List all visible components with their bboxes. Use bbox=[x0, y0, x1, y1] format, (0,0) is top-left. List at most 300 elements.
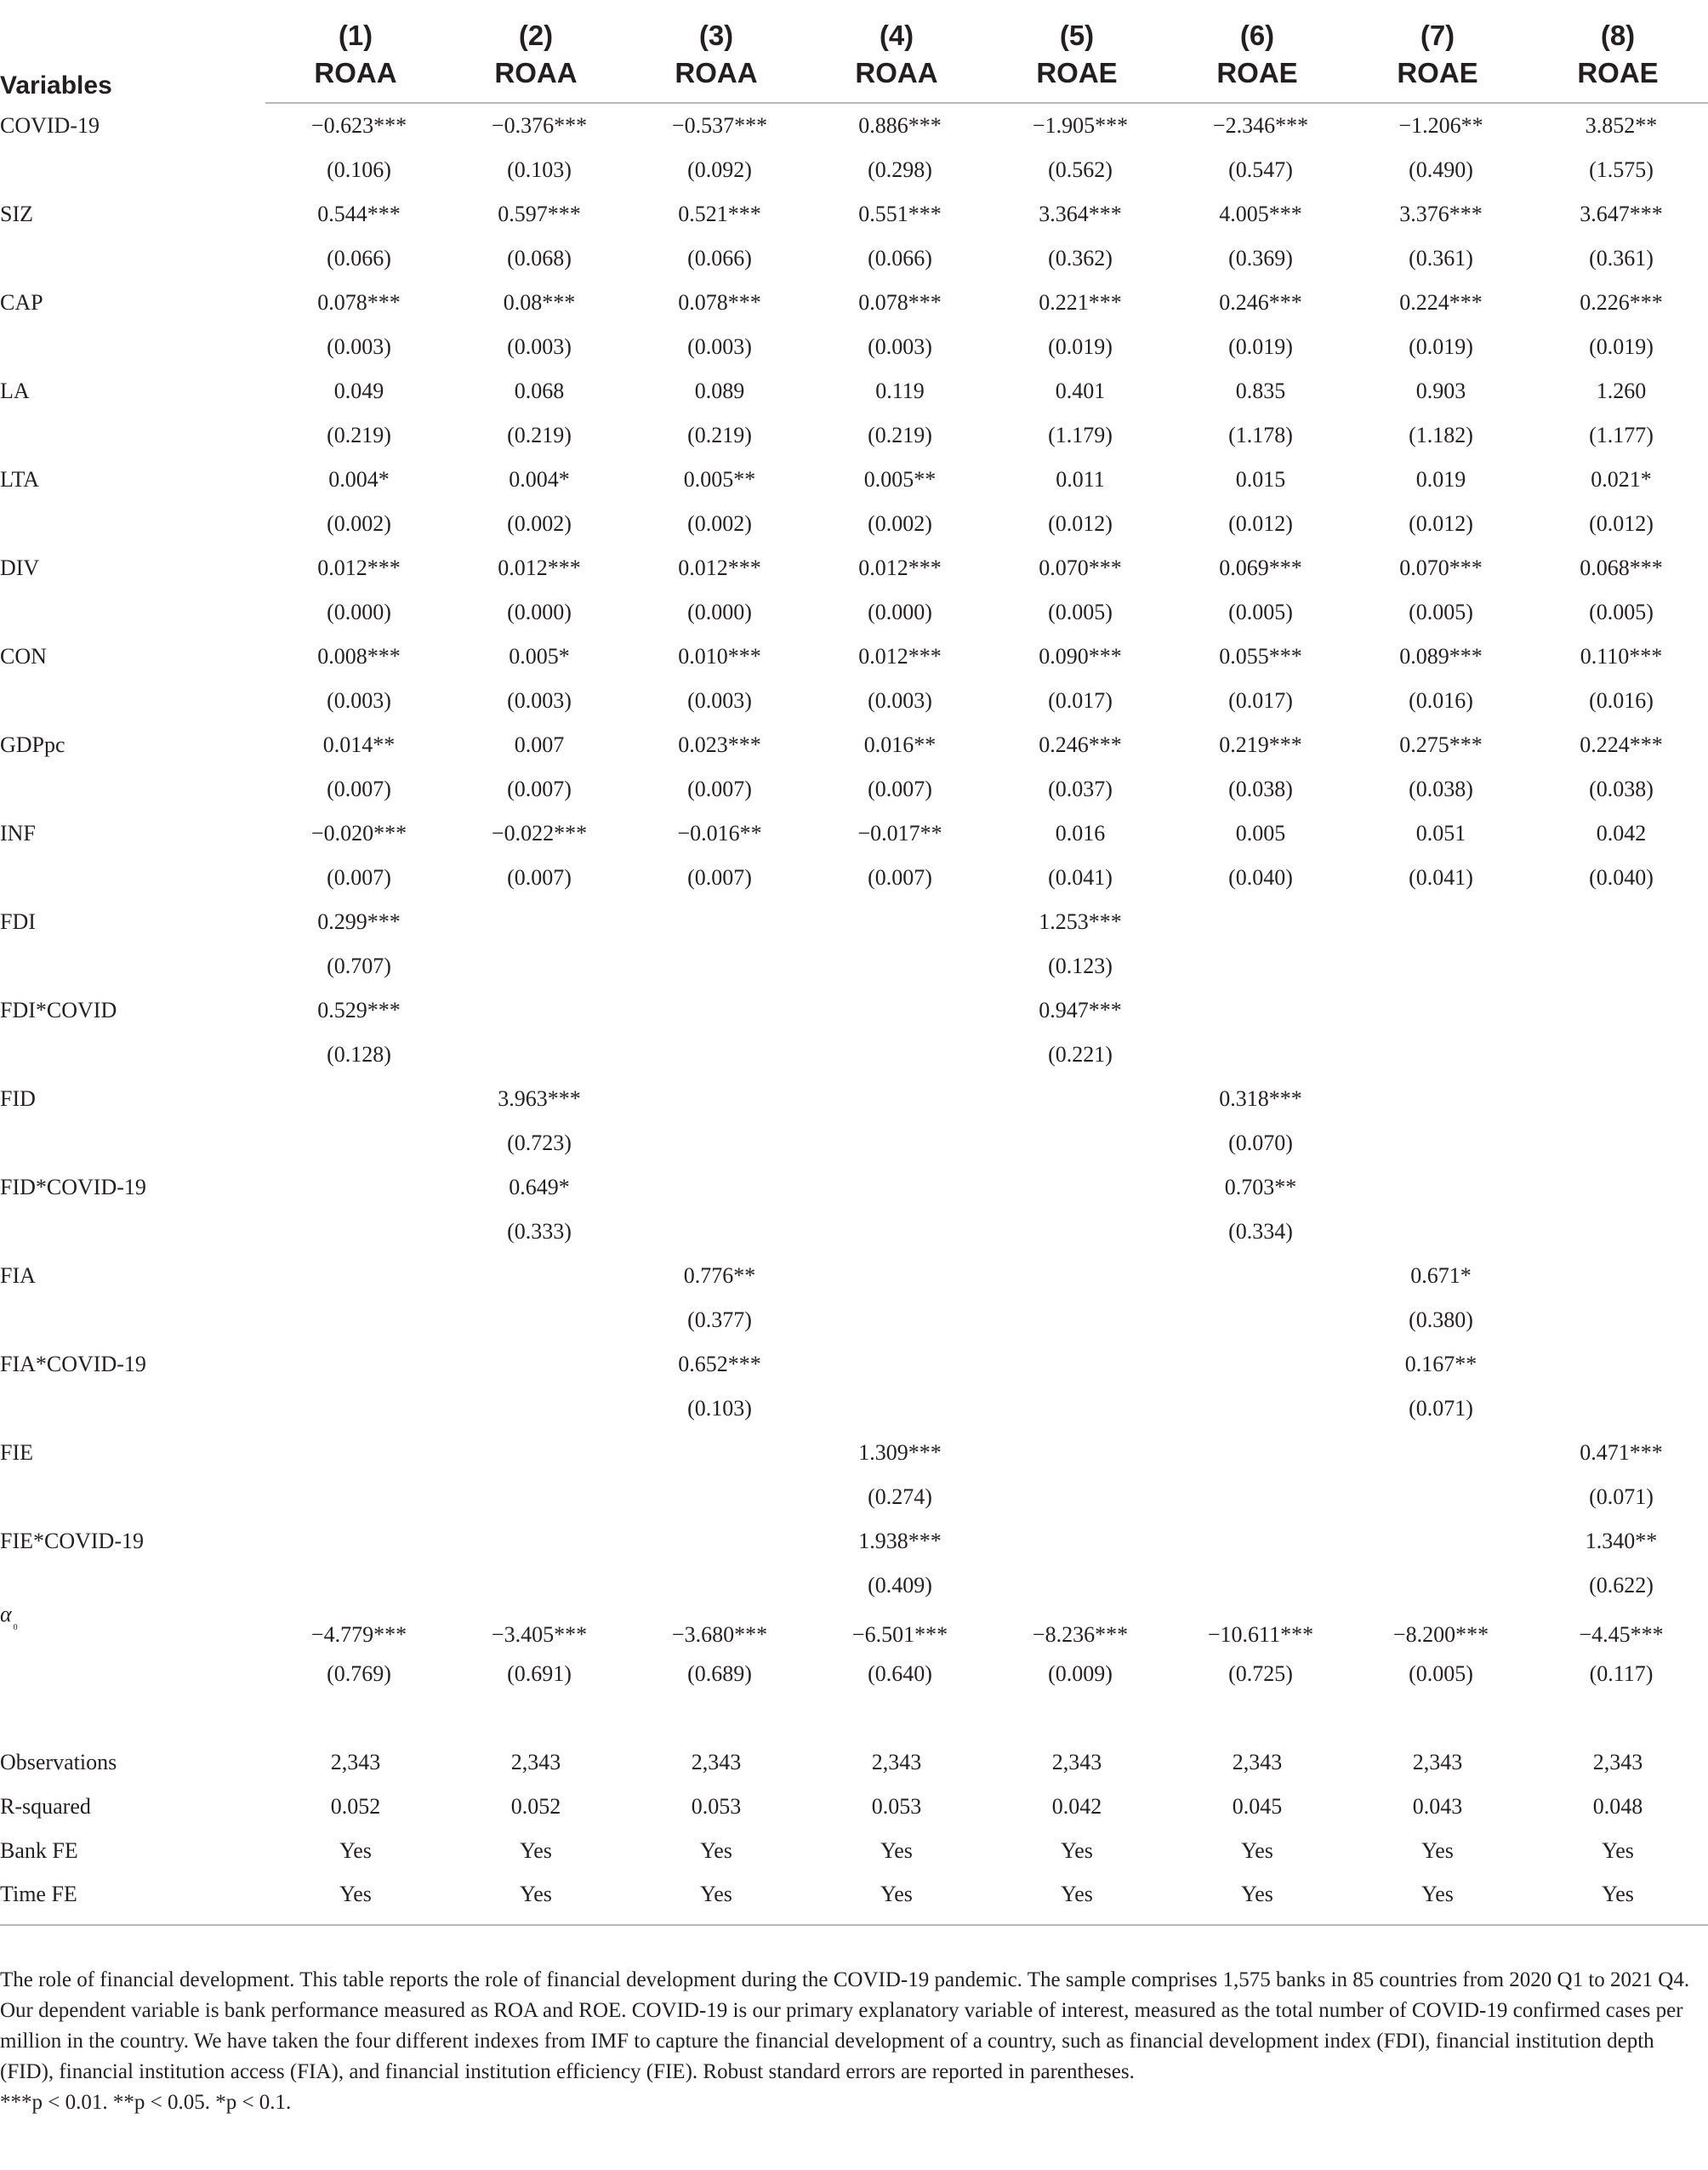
standard-error-cell bbox=[265, 1121, 446, 1165]
standard-error-cell: (0.070) bbox=[1228, 1131, 1293, 1155]
standard-error-cell: (0.691) bbox=[507, 1661, 572, 1686]
standard-error-row bbox=[0, 1298, 1708, 1342]
variable-label: LA bbox=[0, 379, 30, 403]
coefficient-cell: 0.224*** bbox=[1580, 732, 1663, 757]
coefficient-cell bbox=[446, 988, 626, 1033]
standard-error-row bbox=[0, 325, 1708, 369]
column-number-header: (5) bbox=[1059, 20, 1095, 51]
statistic-row bbox=[0, 1740, 1708, 1785]
coefficient-cell bbox=[265, 1342, 446, 1387]
coefficient-cell: 0.119 bbox=[875, 379, 925, 403]
standard-error-cell: (0.219) bbox=[327, 423, 391, 447]
coefficient-cell: 0.078*** bbox=[317, 290, 401, 315]
coefficient-row bbox=[0, 103, 1708, 148]
coefficient-cell: 0.005** bbox=[683, 467, 756, 492]
standard-error-cell: (1.182) bbox=[1409, 423, 1473, 447]
standard-error-cell bbox=[626, 1475, 806, 1519]
standard-error-cell bbox=[1528, 1121, 1708, 1165]
statistic-cell: Yes bbox=[446, 1873, 626, 1925]
standard-error-cell bbox=[806, 1210, 987, 1254]
standard-error-cell: (0.000) bbox=[507, 600, 572, 624]
coefficient-cell: 0.089*** bbox=[1399, 644, 1483, 669]
coefficient-cell: 0.318*** bbox=[1219, 1086, 1302, 1111]
variable-label-blank bbox=[0, 325, 265, 369]
coefficient-cell: −0.022*** bbox=[491, 821, 588, 846]
standard-error-cell: (0.012) bbox=[1409, 511, 1473, 536]
variable-label-blank bbox=[0, 1033, 265, 1077]
coefficient-cell: 0.004* bbox=[328, 467, 390, 492]
standard-error-cell: (0.003) bbox=[507, 334, 572, 359]
coefficient-cell: 0.246*** bbox=[1039, 732, 1122, 757]
variable-label-blank bbox=[0, 1298, 265, 1342]
coefficient-cell bbox=[626, 900, 806, 944]
variable-label-blank bbox=[0, 502, 265, 546]
standard-error-cell bbox=[1528, 1210, 1708, 1254]
standard-error-cell: (0.000) bbox=[687, 600, 752, 624]
statistic-row bbox=[0, 1873, 1708, 1925]
coefficient-row bbox=[0, 1165, 1708, 1210]
variable-label: FIA bbox=[0, 1263, 36, 1288]
statistic-cell: 0.043 bbox=[1412, 1794, 1463, 1819]
statistic-cell: Yes bbox=[700, 1838, 732, 1863]
statistic-cell: Yes bbox=[265, 1873, 446, 1925]
standard-error-cell: (0.092) bbox=[687, 157, 752, 182]
standard-error-cell bbox=[446, 1033, 626, 1077]
standard-error-cell: (0.562) bbox=[1048, 157, 1113, 182]
statistic-cell: 0.045 bbox=[1232, 1794, 1283, 1819]
standard-error-row bbox=[0, 590, 1708, 635]
standard-error-cell bbox=[1347, 1475, 1528, 1519]
standard-error-cell bbox=[987, 1387, 1167, 1431]
standard-error-row bbox=[0, 148, 1708, 192]
coefficient-cell bbox=[806, 1254, 987, 1298]
statistic-row bbox=[0, 1829, 1708, 1873]
standard-error-cell: (0.005) bbox=[1589, 600, 1654, 624]
coefficient-cell: 0.014** bbox=[322, 732, 396, 757]
coefficient-cell bbox=[1528, 900, 1708, 944]
standard-error-cell: (0.490) bbox=[1409, 157, 1473, 182]
coefficient-cell: 0.078*** bbox=[858, 290, 942, 315]
coefficient-cell: 0.049 bbox=[333, 379, 384, 403]
coefficient-cell: 0.521*** bbox=[678, 202, 761, 226]
coefficient-cell: 0.005** bbox=[863, 467, 937, 492]
standard-error-cell bbox=[987, 1563, 1167, 1608]
coefficient-cell: 0.529*** bbox=[317, 998, 401, 1022]
statistic-cell: Yes bbox=[339, 1838, 372, 1863]
coefficient-cell bbox=[1347, 900, 1528, 944]
coefficient-cell: 3.376*** bbox=[1399, 202, 1483, 226]
standard-error-cell: (0.128) bbox=[327, 1042, 391, 1067]
standard-error-cell bbox=[987, 1121, 1167, 1165]
column-number-header: (7) bbox=[1420, 20, 1455, 51]
coefficient-cell: 0.110*** bbox=[1580, 644, 1663, 669]
coefficient-row bbox=[0, 988, 1708, 1033]
standard-error-cell: (1.575) bbox=[1589, 157, 1654, 182]
coefficient-cell: 0.08*** bbox=[503, 290, 576, 315]
standard-error-cell: (0.019) bbox=[1048, 334, 1113, 359]
coefficient-cell bbox=[1347, 1165, 1528, 1210]
standard-error-cell: (0.003) bbox=[868, 688, 932, 713]
statistic-label: Time FE bbox=[0, 1873, 265, 1925]
coefficient-cell: 0.012*** bbox=[317, 555, 401, 580]
coefficient-row bbox=[0, 723, 1708, 767]
coefficient-cell: 0.012*** bbox=[498, 555, 581, 580]
coefficient-cell bbox=[446, 1254, 626, 1298]
coefficient-cell: 0.224*** bbox=[1399, 290, 1483, 315]
standard-error-cell: (0.071) bbox=[1589, 1484, 1654, 1509]
standard-error-cell: (0.219) bbox=[868, 423, 932, 447]
coefficient-cell: 1.309*** bbox=[858, 1440, 942, 1465]
dependent-variable-header: ROAA bbox=[446, 54, 626, 103]
coefficient-cell: 0.005* bbox=[509, 644, 570, 669]
standard-error-cell: (0.369) bbox=[1228, 246, 1293, 271]
column-number-header: (2) bbox=[518, 20, 554, 51]
variable-label: COVID-19 bbox=[0, 112, 100, 138]
coefficient-cell bbox=[1347, 1077, 1528, 1121]
statistic-cell: 0.053 bbox=[691, 1794, 742, 1819]
standard-error-cell: (0.068) bbox=[507, 246, 572, 271]
statistic-cell: Yes bbox=[1241, 1838, 1273, 1863]
statistic-cell: 0.052 bbox=[330, 1794, 381, 1819]
coefficient-cell bbox=[1167, 900, 1347, 944]
dependent-variable-header: ROAA bbox=[626, 54, 806, 103]
standard-error-cell bbox=[1528, 1033, 1708, 1077]
statistic-cell: 2,343 bbox=[510, 1750, 561, 1774]
coefficient-cell bbox=[806, 1165, 987, 1210]
dependent-variable-header: ROAA bbox=[265, 54, 446, 103]
standard-error-cell bbox=[1167, 1387, 1347, 1431]
statistic-cell: Yes bbox=[1061, 1838, 1093, 1863]
variable-label: FIE*COVID-19 bbox=[0, 1529, 144, 1553]
coefficient-cell: 0.078*** bbox=[678, 290, 761, 315]
variables-header: Variables bbox=[0, 71, 112, 100]
coefficient-cell: 0.016** bbox=[863, 732, 937, 757]
coefficient-cell bbox=[446, 900, 626, 944]
coefficient-cell bbox=[265, 1519, 446, 1563]
table-header bbox=[0, 15, 1708, 103]
coefficient-cell: 0.023*** bbox=[678, 732, 761, 757]
standard-error-cell: (0.003) bbox=[868, 334, 932, 359]
standard-error-row bbox=[0, 679, 1708, 723]
standard-error-cell bbox=[1528, 1298, 1708, 1342]
standard-error-cell: (0.009) bbox=[1048, 1661, 1113, 1686]
coefficient-row bbox=[0, 1077, 1708, 1121]
variable-label: FDI*COVID bbox=[0, 998, 117, 1022]
standard-error-cell bbox=[626, 1563, 806, 1608]
dependent-variable-header: ROAE bbox=[987, 54, 1167, 103]
standard-error-cell bbox=[1167, 1033, 1347, 1077]
standard-error-cell: (0.380) bbox=[1409, 1307, 1473, 1332]
variable-label: FIA*COVID-19 bbox=[0, 1352, 146, 1376]
standard-error-cell: (0.005) bbox=[1228, 600, 1293, 624]
statistic-cell: 2,343 bbox=[330, 1750, 381, 1774]
coefficient-cell bbox=[446, 1519, 626, 1563]
alpha-symbol: α bbox=[0, 1602, 12, 1626]
coefficient-cell: −0.020*** bbox=[310, 821, 407, 846]
statistic-label: Observations bbox=[0, 1750, 117, 1774]
standard-error-row bbox=[0, 1210, 1708, 1254]
standard-error-cell: (0.689) bbox=[687, 1661, 752, 1686]
coefficient-cell: 0.012*** bbox=[858, 644, 942, 669]
coefficient-cell: 0.089 bbox=[694, 379, 745, 403]
spacer-row bbox=[0, 1696, 1708, 1740]
statistic-cell: 2,343 bbox=[1412, 1750, 1463, 1774]
standard-error-cell: (0.002) bbox=[687, 511, 752, 536]
standard-error-cell: (1.178) bbox=[1228, 423, 1293, 447]
standard-error-cell bbox=[265, 1475, 446, 1519]
coefficient-row bbox=[0, 1342, 1708, 1387]
spacer-cell bbox=[0, 1696, 1708, 1740]
standard-error-cell bbox=[265, 1563, 446, 1608]
coefficient-cell: 0.019 bbox=[1415, 467, 1466, 492]
variable-label: FIE bbox=[0, 1440, 33, 1465]
statistic-cell: 0.048 bbox=[1592, 1794, 1643, 1819]
coefficient-cell: −3.405*** bbox=[491, 1622, 588, 1647]
coefficient-cell bbox=[1167, 1431, 1347, 1475]
variable-label-blank bbox=[0, 767, 265, 812]
coefficient-cell bbox=[1528, 1342, 1708, 1387]
coefficient-cell bbox=[806, 900, 987, 944]
standard-error-cell: (0.769) bbox=[327, 1661, 391, 1686]
standard-error-cell: (0.016) bbox=[1409, 688, 1473, 713]
standard-error-cell: (0.274) bbox=[868, 1484, 932, 1509]
coefficient-cell: 3.963*** bbox=[498, 1086, 581, 1111]
regression-results-table bbox=[0, 15, 1708, 1926]
dependent-variable-header: ROAE bbox=[1167, 54, 1347, 103]
variable-label: FID*COVID-19 bbox=[0, 1175, 146, 1199]
coefficient-cell: −2.346*** bbox=[1212, 113, 1309, 138]
standard-error-cell: (0.012) bbox=[1589, 511, 1654, 536]
coefficient-cell bbox=[1347, 1431, 1528, 1475]
significance-note: ***p < 0.01. **p < 0.05. *p < 0.1. bbox=[0, 2091, 292, 2114]
column-number-header: (6) bbox=[1239, 20, 1275, 51]
standard-error-cell: (0.017) bbox=[1228, 688, 1293, 713]
standard-error-cell: (0.003) bbox=[687, 688, 752, 713]
coefficient-cell bbox=[1167, 1342, 1347, 1387]
coefficient-cell: −0.017** bbox=[857, 821, 942, 846]
variable-label: CAP bbox=[0, 290, 43, 315]
coefficient-cell: 0.219*** bbox=[1219, 732, 1302, 757]
coefficient-cell: 0.703** bbox=[1224, 1175, 1297, 1199]
standard-error-cell bbox=[987, 1475, 1167, 1519]
coefficient-cell: 0.903 bbox=[1415, 379, 1466, 403]
standard-error-cell: (0.409) bbox=[868, 1573, 932, 1598]
coefficient-cell bbox=[626, 1077, 806, 1121]
standard-error-cell: (0.066) bbox=[868, 246, 932, 271]
variable-label-blank bbox=[0, 1652, 265, 1696]
standard-error-cell bbox=[806, 944, 987, 988]
standard-error-cell bbox=[626, 944, 806, 988]
standard-error-cell: (0.000) bbox=[868, 600, 932, 624]
statistic-cell: 2,343 bbox=[1232, 1750, 1283, 1774]
statistic-cell: Yes bbox=[1421, 1838, 1454, 1863]
statistic-cell: 2,343 bbox=[871, 1750, 922, 1774]
variable-label: FDI bbox=[0, 909, 36, 934]
alpha-subscript: 0 bbox=[13, 1623, 18, 1632]
standard-error-cell: (0.071) bbox=[1409, 1396, 1473, 1421]
variable-label-blank bbox=[0, 1563, 265, 1608]
standard-error-cell: (0.012) bbox=[1048, 511, 1113, 536]
statistic-cell: 0.052 bbox=[510, 1794, 561, 1819]
coefficient-cell: 0.401 bbox=[1055, 379, 1106, 403]
statistic-cell: Yes bbox=[987, 1873, 1167, 1925]
standard-error-cell bbox=[1347, 1563, 1528, 1608]
coefficient-cell: 3.364*** bbox=[1039, 202, 1122, 226]
coefficient-cell bbox=[446, 1431, 626, 1475]
standard-error-cell bbox=[1528, 944, 1708, 988]
coefficient-cell: 1.253*** bbox=[1039, 909, 1122, 934]
standard-error-cell bbox=[987, 1210, 1167, 1254]
coefficient-row bbox=[0, 900, 1708, 944]
coefficient-cell bbox=[987, 1519, 1167, 1563]
standard-error-cell: (0.221) bbox=[1048, 1042, 1113, 1067]
standard-error-row bbox=[0, 1475, 1708, 1519]
coefficient-cell: 0.649* bbox=[509, 1175, 570, 1199]
coefficient-cell: 0.544*** bbox=[317, 202, 401, 226]
coefficient-cell bbox=[1347, 1519, 1528, 1563]
variable-label: DIV bbox=[0, 555, 40, 580]
variable-label-blank bbox=[0, 1475, 265, 1519]
standard-error-row bbox=[0, 856, 1708, 900]
coefficient-cell: 0.776** bbox=[683, 1263, 756, 1288]
standard-error-cell: (0.362) bbox=[1048, 246, 1113, 271]
standard-error-row bbox=[0, 1121, 1708, 1165]
standard-error-cell: (0.117) bbox=[1589, 1661, 1654, 1686]
standard-error-cell bbox=[265, 1210, 446, 1254]
coefficient-cell: 4.005*** bbox=[1219, 202, 1302, 226]
statistic-row bbox=[0, 1785, 1708, 1829]
statistic-cell: 2,343 bbox=[1592, 1750, 1643, 1774]
coefficient-cell: −4.45*** bbox=[1579, 1622, 1664, 1647]
coefficient-cell: 0.551*** bbox=[858, 202, 942, 226]
standard-error-cell: (0.017) bbox=[1048, 688, 1113, 713]
coefficient-cell bbox=[987, 1431, 1167, 1475]
coefficient-cell: −1.206** bbox=[1398, 113, 1483, 138]
standard-error-cell: (0.723) bbox=[507, 1131, 572, 1155]
coefficient-cell: 0.299*** bbox=[317, 909, 401, 934]
coefficient-cell bbox=[626, 1165, 806, 1210]
coefficient-cell: 0.051 bbox=[1415, 821, 1466, 846]
standard-error-cell bbox=[446, 944, 626, 988]
variable-label-blank bbox=[0, 1121, 265, 1165]
coefficient-cell: −0.016** bbox=[677, 821, 762, 846]
coefficient-cell: 1.260 bbox=[1596, 379, 1647, 403]
coefficient-cell bbox=[1528, 988, 1708, 1033]
standard-error-cell bbox=[987, 1298, 1167, 1342]
coefficient-cell bbox=[1528, 1254, 1708, 1298]
standard-error-cell: (0.038) bbox=[1409, 777, 1473, 801]
standard-error-cell: (0.334) bbox=[1228, 1219, 1293, 1244]
standard-error-cell bbox=[446, 1298, 626, 1342]
coefficient-cell: 0.947*** bbox=[1039, 998, 1122, 1022]
coefficient-cell: 0.167** bbox=[1404, 1352, 1477, 1376]
standard-error-cell: (0.106) bbox=[327, 157, 391, 182]
standard-error-cell: (1.179) bbox=[1048, 423, 1113, 447]
statistic-cell: Yes bbox=[1602, 1838, 1634, 1863]
coefficient-row bbox=[0, 369, 1708, 413]
standard-error-cell: (0.000) bbox=[327, 600, 391, 624]
standard-error-row bbox=[0, 236, 1708, 281]
coefficient-cell bbox=[446, 1342, 626, 1387]
coefficient-cell: −4.779*** bbox=[310, 1622, 407, 1647]
standard-error-cell: (0.005) bbox=[1048, 600, 1113, 624]
standard-error-row bbox=[0, 944, 1708, 988]
standard-error-cell bbox=[1347, 1210, 1528, 1254]
coefficient-cell bbox=[626, 1519, 806, 1563]
constant-row bbox=[0, 1608, 1708, 1652]
standard-error-cell: (0.007) bbox=[687, 777, 752, 801]
coefficient-cell: −8.236*** bbox=[1032, 1622, 1129, 1647]
coefficient-cell: 0.005 bbox=[1235, 821, 1286, 846]
coefficient-cell: −10.611*** bbox=[1207, 1622, 1314, 1647]
standard-error-cell: (0.007) bbox=[507, 865, 572, 890]
standard-error-cell: (0.002) bbox=[507, 511, 572, 536]
column-number-header: (3) bbox=[698, 20, 734, 51]
standard-error-row bbox=[0, 1033, 1708, 1077]
coefficient-cell bbox=[265, 1431, 446, 1475]
coefficient-row bbox=[0, 458, 1708, 502]
standard-error-cell: (0.007) bbox=[687, 865, 752, 890]
standard-error-cell bbox=[1347, 944, 1528, 988]
variable-label-blank bbox=[0, 944, 265, 988]
coefficient-cell: 0.069*** bbox=[1219, 555, 1302, 580]
standard-error-cell: (0.219) bbox=[507, 423, 572, 447]
variable-label-blank bbox=[0, 236, 265, 281]
coefficient-row bbox=[0, 1519, 1708, 1563]
standard-error-cell: (0.725) bbox=[1228, 1661, 1293, 1686]
coefficient-cell bbox=[1167, 1254, 1347, 1298]
standard-error-cell: (0.016) bbox=[1589, 688, 1654, 713]
standard-error-cell: (0.003) bbox=[327, 334, 391, 359]
coefficient-row bbox=[0, 635, 1708, 679]
coefficient-cell: 0.012*** bbox=[678, 555, 761, 580]
coefficient-cell: 0.010*** bbox=[678, 644, 761, 669]
standard-error-cell: (0.640) bbox=[868, 1661, 932, 1686]
coefficient-cell bbox=[1528, 1165, 1708, 1210]
standard-error-cell: (0.038) bbox=[1228, 777, 1293, 801]
statistic-cell: 0.053 bbox=[871, 1794, 922, 1819]
coefficient-cell: 0.226*** bbox=[1580, 290, 1663, 315]
standard-error-cell: (0.003) bbox=[507, 688, 572, 713]
standard-error-cell: (0.007) bbox=[327, 865, 391, 890]
coefficient-cell: 3.852** bbox=[1585, 113, 1658, 138]
variable-label-blank bbox=[0, 590, 265, 635]
standard-error-cell: (0.298) bbox=[868, 157, 932, 182]
coefficient-cell: 0.835 bbox=[1235, 379, 1286, 403]
variable-label: INF bbox=[0, 821, 36, 846]
coefficient-cell: 0.004* bbox=[509, 467, 570, 492]
statistic-cell: Yes bbox=[806, 1873, 987, 1925]
standard-error-cell: (0.123) bbox=[1048, 954, 1113, 978]
standard-error-cell: (0.361) bbox=[1409, 246, 1473, 271]
standard-error-cell: (0.019) bbox=[1228, 334, 1293, 359]
standard-error-cell: (0.066) bbox=[327, 246, 391, 271]
variable-label-blank bbox=[0, 148, 265, 192]
standard-error-row bbox=[0, 413, 1708, 458]
statistic-cell: Yes bbox=[520, 1838, 552, 1863]
standard-error-cell bbox=[806, 1298, 987, 1342]
standard-error-cell: (0.007) bbox=[327, 777, 391, 801]
coefficient-row bbox=[0, 1431, 1708, 1475]
table-body bbox=[0, 103, 1708, 1925]
statistic-label: R-squared bbox=[0, 1794, 91, 1819]
standard-error-cell: (0.547) bbox=[1228, 157, 1293, 182]
coefficient-cell: 1.340** bbox=[1585, 1529, 1658, 1553]
coefficient-cell: 0.471*** bbox=[1580, 1440, 1663, 1465]
standard-error-cell: (0.103) bbox=[687, 1396, 752, 1421]
coefficient-cell: 0.008*** bbox=[317, 644, 401, 669]
column-number-header: (1) bbox=[338, 20, 373, 51]
